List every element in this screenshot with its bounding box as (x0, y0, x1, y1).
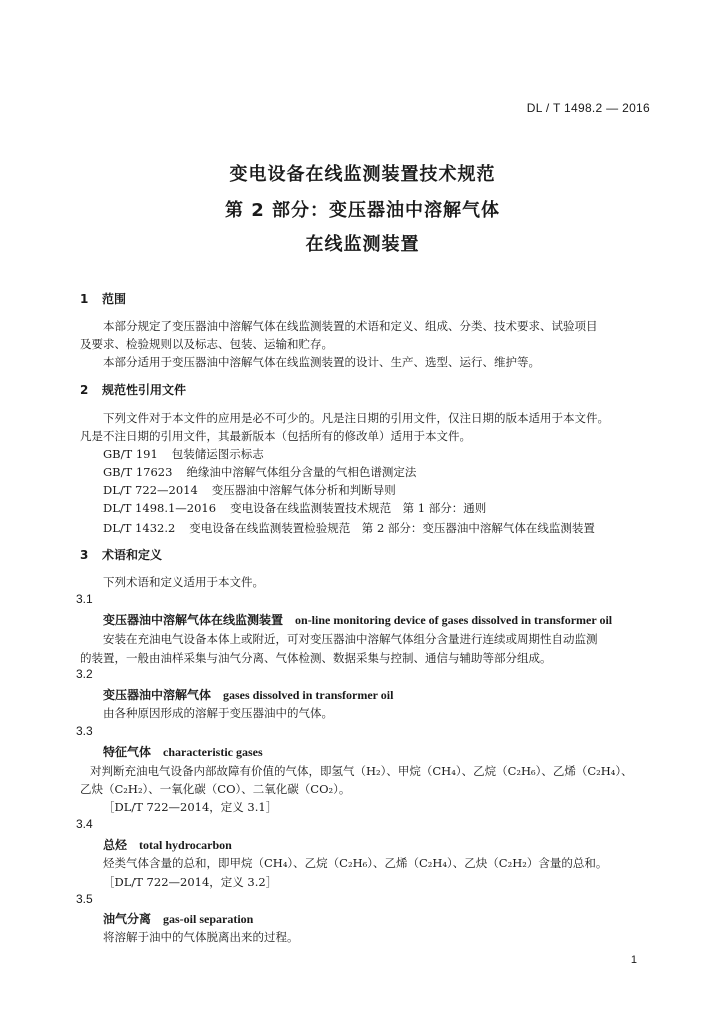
section-number: 1 (80, 292, 89, 306)
term-heading (103, 910, 253, 927)
title-line-2: 第 2 部分：变压器油中溶解气体 (224, 200, 501, 221)
term-zh: 变压器油中溶解气体在线监测装置 (103, 613, 284, 627)
term-zh: 油气分离 (103, 912, 152, 926)
section-1-heading (80, 290, 126, 307)
clause-number: 3.5 (76, 892, 93, 906)
section-number: 2 (80, 383, 89, 397)
title-line-1: 变电设备在线监测装置技术规范 (229, 164, 496, 185)
definition: 将溶解于油中的气体脱离出来的过程。 (103, 930, 299, 944)
section-title: 范围 (102, 292, 127, 306)
paragraph: 凡是不注日期的引用文件，其最新版本（包括所有的修改单）适用于本文件。 (80, 429, 471, 443)
reference-title: 包装储运图示标志 (171, 447, 264, 461)
reference-item (103, 464, 416, 480)
clause-number: 3.2 (76, 667, 93, 681)
title-line-3: 在线监测装置 (305, 234, 420, 255)
definition: 烃类气体含量的总和，即甲烷（CH₄）、乙烷（C₂H₆）、乙烯（C₂H₄）、乙炔（C₂H₂）含量的总和。 (103, 856, 608, 870)
reference-item (103, 482, 396, 498)
reference-title: 变压器油中溶解气体分析和判断导则 (211, 483, 396, 497)
term-heading (103, 686, 393, 703)
definition: 对判断充油电气设备内部故障有价值的气体，即氢气（H₂）、甲烷（CH₄）、乙烷（C₂H₆）、乙烯（C₂H₄）、 (90, 764, 633, 778)
section-number: 3 (80, 548, 89, 562)
term-en: gases dissolved in transformer oil (223, 688, 394, 702)
reference-code: DL/T 1432.2 (103, 521, 176, 535)
reference-title: 变电设备在线监测装置检验规范 第 2 部分：变压器油中溶解气体在线监测装置 (189, 521, 595, 535)
reference-item (103, 500, 486, 516)
paragraph: 下列文件对于本文件的应用是必不可少的。凡是注日期的引用文件，仅注日期的版本适用于本文件。 (103, 411, 609, 425)
clause-number: 3.3 (76, 724, 93, 738)
reference-code: DL/T 1498.1—2016 (103, 501, 217, 515)
reference-code: GB/T 191 (103, 447, 158, 461)
paragraph: 及要求、检验规则以及标志、包装、运输和贮存。 (80, 337, 333, 351)
term-heading (103, 743, 263, 760)
definition: 由各种原因形成的溶解于变压器油中的气体。 (103, 706, 333, 720)
reference-code: GB/T 17623 (103, 465, 173, 479)
section-title: 规范性引用文件 (102, 383, 187, 397)
paragraph: 下列术语和定义适用于本文件。 (103, 575, 264, 589)
term-en: total hydrocarbon (139, 838, 232, 852)
term-zh: 变压器油中溶解气体 (103, 688, 212, 702)
paragraph: 本部分适用于变压器油中溶解气体在线监测装置的设计、生产、选型、运行、维护等。 (103, 355, 540, 369)
source-reference: ［DL/T 722—2014，定义 3.1］ (103, 800, 278, 814)
term-heading (103, 611, 612, 628)
section-2-heading (80, 381, 186, 398)
term-en: characteristic gases (163, 745, 263, 759)
source-reference: ［DL/T 722—2014，定义 3.2］ (103, 875, 278, 889)
reference-item (103, 520, 595, 536)
term-zh: 总烃 (103, 838, 128, 852)
term-en: on-line monitoring device of gases dissolved in transformer oil (295, 613, 613, 627)
clause-number: 3.4 (76, 817, 93, 831)
definition: 安装在充油电气设备本体上或附近，可对变压器油中溶解气体组分含量进行连续或周期性自动监测 (103, 632, 598, 646)
document-number: DL / T 1498.2 — 2016 (526, 101, 650, 115)
page-number: 1 (630, 954, 637, 966)
clause-number: 3.1 (76, 592, 93, 606)
term-en: gas-oil separation (163, 912, 254, 926)
reference-title: 绝缘油中溶解气体组分含量的气相色谱测定法 (186, 465, 417, 479)
term-zh: 特征气体 (103, 745, 152, 759)
section-3-heading (80, 546, 162, 563)
paragraph: 本部分规定了变压器油中溶解气体在线监测装置的术语和定义、组成、分类、技术要求、试验项目 (103, 319, 598, 333)
term-heading (103, 836, 232, 853)
reference-title: 变电设备在线监测装置技术规范 第 1 部分：通则 (230, 501, 487, 515)
section-title: 术语和定义 (102, 548, 163, 562)
definition: 乙炔（C₂H₂）、一氧化碳（CO）、二氧化碳（CO₂）。 (80, 782, 351, 796)
reference-code: DL/T 722—2014 (103, 483, 198, 497)
reference-item (103, 446, 264, 462)
definition: 的装置，一般由油样采集与油气分离、气体检测、数据采集与控制、通信与辅助等部分组成。 (80, 651, 552, 665)
